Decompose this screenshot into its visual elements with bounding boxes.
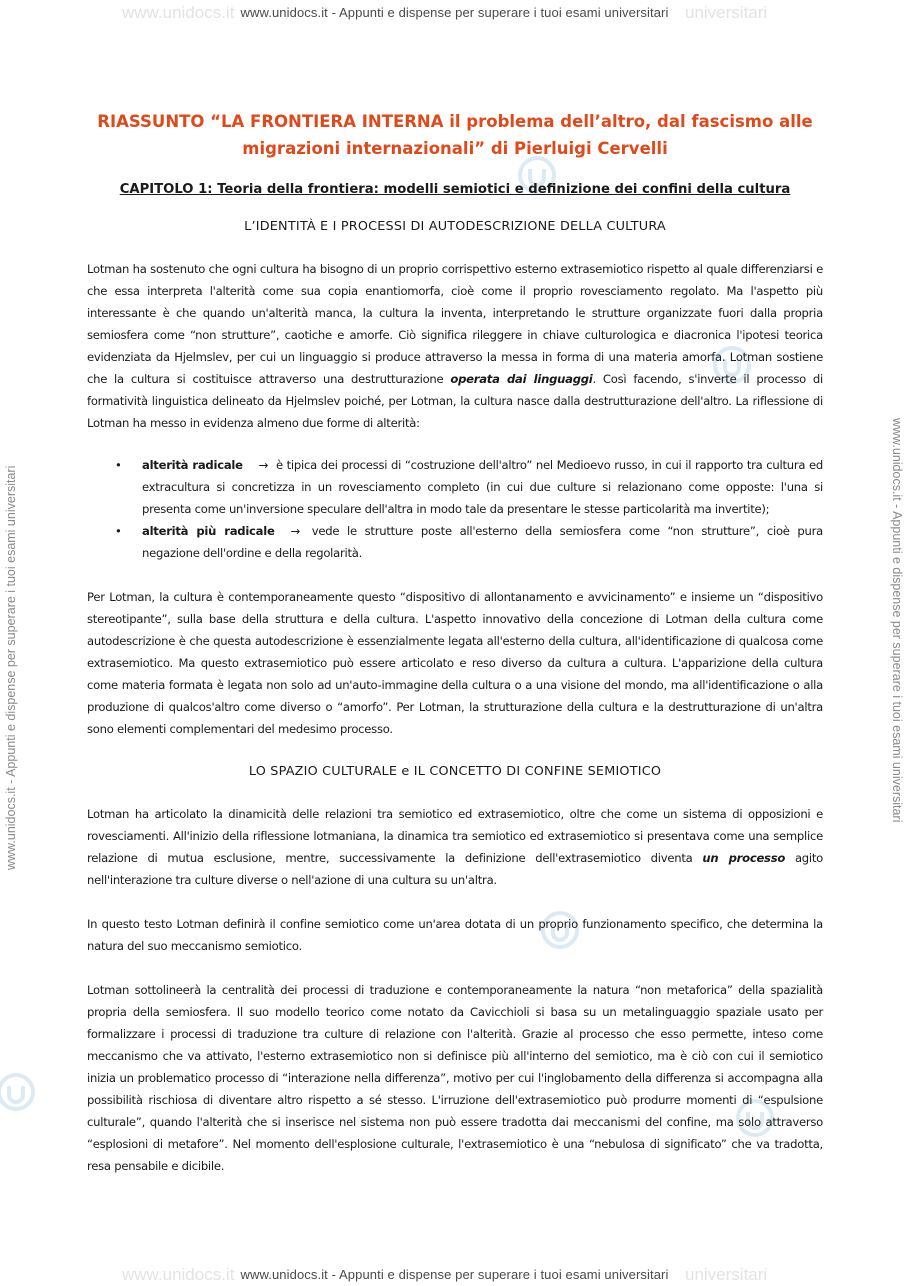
- watermark-ghost-top-right: universitari: [685, 3, 768, 22]
- section-1-title: L’IDENTITÀ E I PROCESSI DI AUTODESCRIZIONE DELLA CULTURA: [244, 219, 666, 234]
- section-2-paragraph-1-text-a: Lotman ha articolato la dinamicità delle relazioni tra semiotico ed extrasemiotico, oltre che come un sistema di opposizioni e rovesciamenti. All'inizio della riflessione lotmaniana, la dinamica tra semiotico ed extrasemiotico si presentava come una semplice relazione di mutua esclusione, mentre, successivamente la definizione dell'extrasemiotico diventa: [87, 807, 823, 865]
- list-item-term: alterità più radicale: [142, 524, 275, 538]
- watermark-ghost-top-left: www.unidocs.it: [122, 3, 235, 22]
- document-title-line-1: RIASSUNTO “LA FRONTIERA INTERNA il problema dell’altro, dal fascismo alle: [97, 112, 813, 131]
- list-item: [87, 454, 823, 520]
- list-item-term: alterità radicale: [142, 458, 243, 472]
- alterity-list: [87, 454, 823, 564]
- list-item: [87, 520, 823, 564]
- section-1-paragraph-1-text-b: . Così facendo, s'inverte il processo di formatività linguistica delineato da Hjelmslev poiché, per Lotman, la cultura nasce dalla destrutturazione dell'altro. La riflessione di Lotman ha messo in evidenza almeno due forme di alterità:: [87, 372, 823, 430]
- bullet-icon: •: [115, 524, 122, 538]
- document-title-line-2: migrazioni internazionali” di Pierluigi Cervelli: [242, 139, 668, 158]
- list-item-text: è tipica dei processi di “costruzione dell'altro” nel Medioevo russo, in cui il rapporto tra cultura ed extracultura si concretizza in un rovesciamento completo (in cui due culture si relazionano come opposte: l'una si presenta come un'inversione speculare dell'altra in modo tale da presentare le stesse particolarità ma invertite);: [142, 458, 823, 516]
- section-2-paragraph-1-emphasis: un processo: [702, 851, 786, 865]
- section-1-paragraph-2: Per Lotman, la cultura è contemporaneamente questo “dispositivo di allontanamento e avvicinamento” e insieme un “dispositivo stereotipante”, sulla base della struttura e della cultura. L'aspetto innovativo della concezione di Lotman della cultura come autodescrizione è che questa autodescrizione è essenzialmente legata all'esterno della cultura, all'identificazione di qualcosa come extrasemiotico. Ma questo extrasemiotico può essere articolato e reso diverso da cultura a cultura. L'apparizione della cultura come materia formata è legata non solo ad un'auto-immagine della cultura o a una visione del mondo, ma all'identificazione o alla produzione di qualcos'altro come diverso o “amorfo”. Per Lotman, la strutturazione della cultura e la destrutturazione di un'altra sono elementi complementari del medesimo processo.: [87, 590, 823, 736]
- left-side-watermark: www.unidocs.it - Appunti e dispense per superare i tuoi esami universitari: [4, 465, 18, 870]
- section-1-paragraph-1-text-a: Lotman ha sostenuto che ogni cultura ha bisogno di un proprio corrispettivo esterno extrasemiotico rispetto al quale differenziarsi e che essa interpreta l'alterità come sua copia enantiomorfa, cioè come il proprio rovesciamento regolato. Ma l'aspetto più interessante è che quando un'alterità manca, la cultura la inventa, interpretando le strutture organizzate fuori dalla propria semiosfera come “non strutture”, caotiche e amorfe. Ciò significa rileggere in chiave culturologica e diacronica l'ipotesi teorica evidenziata da Hjelmslev, per cui un linguaggio si produce attraverso la messa in forma di una materia amorfa. Lotman sostiene che la cultura si costituisce attraverso una destrutturazione: [87, 262, 823, 386]
- list-item-text: vede le strutture poste all'esterno della semiosfera come “non strutture”, cioè pura negazione dell'ordine e della regolarità.: [142, 524, 823, 560]
- section-2-title: LO SPAZIO CULTURALE e IL CONCETTO DI CONFINE SEMIOTICO: [248, 764, 662, 779]
- bullet-icon: •: [115, 458, 122, 472]
- section-2-paragraph-2: In questo testo Lotman definirà il confine semiotico come un'area dotata di un proprio funzionamento specifico, che determina la natura del suo meccanismo semiotico.: [87, 917, 823, 953]
- section-1-paragraph-1: [87, 258, 823, 434]
- section-1-paragraph-1-emphasis: operata dai linguaggi: [450, 372, 593, 386]
- chapter-title: CAPITOLO 1: Teoria della frontiera: modelli semiotici e definizione dei confini della cultura: [119, 182, 791, 197]
- arrow-right-icon: →: [258, 458, 269, 472]
- section-2-paragraph-3: Lotman sottolineerà la centralità dei processi di traduzione e contemporaneamente la natura “non metaforica” della spazialità propria della semiosfera. Il suo modello teorico come notato da Cavicchioli si basa su un metalinguaggio spaziale usato per formalizzare i processi di traduzione tra culture di relazione con l'alterità. Grazie al processo che esso permette, inteso come meccanismo che va attivato, l'esterno extrasemiotico non si definisce più all'interno del semiotico, ma è ciò con cui il semiotico inizia un problematico processo di “interazione nella differenza”, motivo per cui l'inglobamento della differenza si accompagna alla possibilità rischiosa di diventare altro rispetto a sé stesso. L'irruzione dell'extrasemiotico può produrre momenti di “espulsione culturale”, quando l'alterità che si inserisce nel sistema non può essere tradotta dai meccanismi del confine, ma solo attraverso “esplosioni di metafore”. Nel momento dell'esplosione culturale, l'extrasemiotico è una “nebulosa di significato” che va tradotta, resa pensabile e dicibile.: [87, 983, 823, 1173]
- section-2-paragraph-1: [87, 803, 823, 891]
- header-watermark: www.unidocs.it - Appunti e dispense per superare i tuoi esami universitari: [240, 5, 669, 20]
- document-title: [87, 108, 823, 162]
- arrow-right-icon: →: [290, 524, 301, 538]
- watermark-ghost-bottom-right: universitari: [685, 1265, 768, 1284]
- document-body: [87, 108, 823, 1199]
- watermark-ghost-bottom-left: www.unidocs.it: [122, 1265, 235, 1284]
- section-2-paragraph-1-text-b: agito nell'interazione tra culture diverse o nell'azione di una cultura su un'altra.: [87, 851, 824, 887]
- unidocs-logo-icon: [0, 1072, 36, 1112]
- footer-watermark: www.unidocs.it - Appunti e dispense per superare i tuoi esami universitari: [240, 1267, 669, 1282]
- right-side-watermark: www.unidocs.it - Appunti e dispense per superare i tuoi esami universitari: [890, 418, 904, 823]
